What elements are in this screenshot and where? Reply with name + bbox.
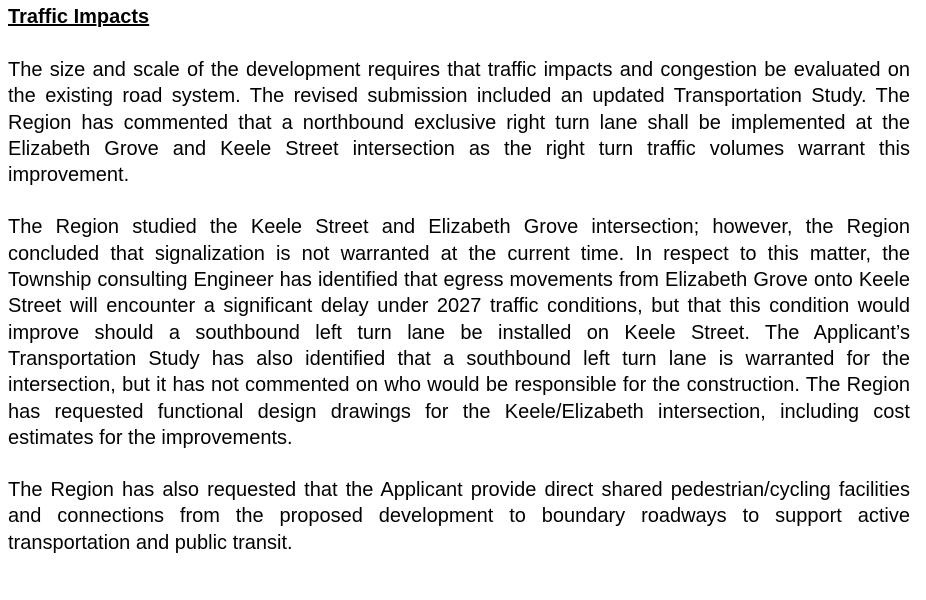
paragraph-active-transportation: The Region has also requested that the Applicant provide direct shared pedestrian/cycling facilities and connections from the proposed development to boundary roadways to support active transportation and public transit. bbox=[8, 479, 910, 554]
paragraph-intersection: The Region studied the Keele Street and Elizabeth Grove intersection; however, the Region concluded that signalization is not warranted at the current time. In respect to this matter, the Township consulting Engineer has identified that egress movements from Elizabeth Grove onto Keele Street will encounter a significant delay under 2027 traffic conditions, but that this condition would improve should a southbound left turn lane be installed on Keele Street. The Applicant’s Transportation Study has also identified that a southbound left turn lane is warranted for the intersection, but it has not commented on who would be responsible for the construction. The Region has requested functional design drawings for the Keele/Elizabeth intersection, including cost estimates for the improvements. bbox=[8, 216, 910, 449]
section-heading: Traffic Impacts bbox=[8, 6, 150, 28]
paragraph-road-system: The size and scale of the development requires that traffic impacts and congestion be evaluated on the existing road system. The revised submission included an updated Transportation Study. The Region has commented that a northbound exclusive right turn lane shall be implemented at the Elizabeth Grove and Keele Street intersection as the right turn traffic volumes warrant this improvement. bbox=[8, 59, 910, 187]
